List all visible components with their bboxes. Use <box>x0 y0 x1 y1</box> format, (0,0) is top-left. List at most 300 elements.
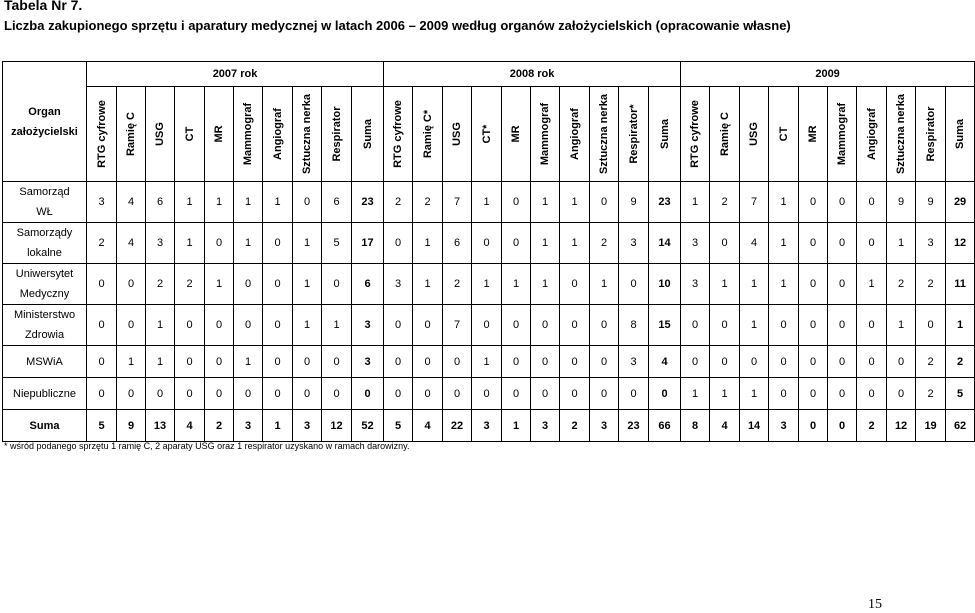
year-header-2008: 2008 rok <box>384 62 681 87</box>
value-cell: 0 <box>443 378 472 410</box>
value-cell: 0 <box>234 264 263 305</box>
value-cell: 3 <box>472 410 502 442</box>
column-header <box>502 87 531 182</box>
value-cell: 1 <box>502 410 531 442</box>
column-header-label: Angiograf <box>271 108 284 160</box>
organ-cell <box>3 305 87 346</box>
value-cell: 2 <box>710 182 740 223</box>
value-cell: 11 <box>946 264 975 305</box>
value-cell: 3 <box>916 223 946 264</box>
value-cell: 2 <box>413 182 443 223</box>
column-header-label: Mammograf <box>836 102 849 166</box>
column-header-label: CT <box>183 126 196 142</box>
value-cell: 0 <box>560 346 590 378</box>
value-cell: 1 <box>472 346 502 378</box>
value-cell: 0 <box>413 378 443 410</box>
value-cell: 1 <box>146 305 175 346</box>
value-cell: 0 <box>710 305 740 346</box>
value-cell: 0 <box>681 305 710 346</box>
value-cell: 0 <box>87 305 117 346</box>
value-cell: 0 <box>352 378 384 410</box>
value-cell: 29 <box>946 182 975 223</box>
column-header-label: Angiograf <box>865 108 878 160</box>
value-cell: 0 <box>175 346 205 378</box>
value-cell: 1 <box>769 223 799 264</box>
value-cell: 1 <box>472 264 502 305</box>
value-cell: 3 <box>681 264 710 305</box>
value-cell: 0 <box>769 346 799 378</box>
value-cell: 0 <box>234 305 263 346</box>
column-header <box>322 87 352 182</box>
table-row <box>3 182 975 223</box>
value-cell: 6 <box>322 182 352 223</box>
value-cell: 0 <box>828 223 857 264</box>
value-cell: 0 <box>293 346 322 378</box>
column-header <box>531 87 560 182</box>
value-cell: 0 <box>443 346 472 378</box>
value-cell: 4 <box>413 410 443 442</box>
value-cell: 2 <box>590 223 619 264</box>
value-cell: 1 <box>887 223 916 264</box>
value-cell: 0 <box>234 378 263 410</box>
column-header <box>384 87 413 182</box>
value-cell: 0 <box>413 346 443 378</box>
value-cell: 4 <box>710 410 740 442</box>
value-cell: 3 <box>146 223 175 264</box>
value-cell: 0 <box>769 305 799 346</box>
value-cell: 0 <box>502 223 531 264</box>
value-cell: 19 <box>916 410 946 442</box>
organ-name-line: MSWiA <box>26 355 63 368</box>
value-cell: 0 <box>472 223 502 264</box>
value-cell: 7 <box>443 305 472 346</box>
value-cell: 0 <box>916 305 946 346</box>
value-cell: 3 <box>590 410 619 442</box>
value-cell: 0 <box>263 378 293 410</box>
value-cell: 12 <box>946 223 975 264</box>
table-label: Tabela Nr 7. <box>4 0 83 13</box>
value-cell: 1 <box>887 305 916 346</box>
value-cell: 0 <box>87 346 117 378</box>
value-cell: 0 <box>384 378 413 410</box>
value-cell: 1 <box>413 264 443 305</box>
value-cell: 1 <box>117 346 146 378</box>
value-cell: 0 <box>740 346 769 378</box>
organ-cell <box>3 410 87 442</box>
organ-cell <box>3 223 87 264</box>
column-header <box>443 87 472 182</box>
column-header <box>769 87 799 182</box>
value-cell: 3 <box>352 305 384 346</box>
column-header <box>263 87 293 182</box>
value-cell: 3 <box>619 223 649 264</box>
table-title: Liczba zakupionego sprzętu i aparatury medycznej w latach 2006 – 2009 według organów założycielskich (opracowanie własne) <box>4 18 791 33</box>
value-cell: 5 <box>384 410 413 442</box>
value-cell: 0 <box>857 223 887 264</box>
organ-name-line: Uniwersytet <box>15 268 74 280</box>
column-header <box>828 87 857 182</box>
column-header <box>619 87 649 182</box>
organ-name-line: Samorządy <box>16 227 73 239</box>
value-cell: 5 <box>946 378 975 410</box>
value-cell: 0 <box>117 264 146 305</box>
value-cell: 0 <box>619 378 649 410</box>
column-header-label: Ramię C <box>125 111 137 157</box>
column-header-label: RTG cyfrowe <box>689 100 702 168</box>
value-cell: 8 <box>619 305 649 346</box>
column-header <box>117 87 146 182</box>
value-cell: 0 <box>828 410 857 442</box>
year-header-2009: 2009 <box>681 62 975 87</box>
value-cell: 12 <box>887 410 916 442</box>
value-cell: 0 <box>117 305 146 346</box>
table-row <box>3 264 975 305</box>
value-cell: 0 <box>472 305 502 346</box>
value-cell: 1 <box>234 346 263 378</box>
value-cell: 3 <box>234 410 263 442</box>
value-cell: 5 <box>87 410 117 442</box>
column-header-label: RTG cyfrowe <box>392 100 405 168</box>
value-cell: 0 <box>175 305 205 346</box>
value-cell: 0 <box>531 378 560 410</box>
value-cell: 0 <box>799 410 828 442</box>
value-cell: 1 <box>710 264 740 305</box>
table-row <box>3 410 975 442</box>
value-cell: 2 <box>384 182 413 223</box>
value-cell: 0 <box>502 346 531 378</box>
value-cell: 66 <box>649 410 681 442</box>
value-cell: 1 <box>322 305 352 346</box>
value-cell: 0 <box>799 182 828 223</box>
organ-header <box>3 62 87 182</box>
column-header <box>413 87 443 182</box>
value-cell: 1 <box>740 305 769 346</box>
column-header <box>916 87 946 182</box>
value-cell: 1 <box>293 305 322 346</box>
organ-name-line: Samorząd <box>19 186 70 198</box>
value-cell: 0 <box>531 346 560 378</box>
value-cell: 23 <box>352 182 384 223</box>
value-cell: 1 <box>502 264 531 305</box>
column-header <box>740 87 769 182</box>
column-header <box>472 87 502 182</box>
value-cell: 0 <box>502 305 531 346</box>
value-cell: 14 <box>740 410 769 442</box>
value-cell: 1 <box>710 378 740 410</box>
column-header <box>887 87 916 182</box>
value-cell: 4 <box>117 223 146 264</box>
organ-cell <box>3 346 87 378</box>
value-cell: 23 <box>649 182 681 223</box>
organ-cell <box>3 378 87 410</box>
organ-name-line: Ministerstwo <box>13 309 76 321</box>
value-cell: 1 <box>234 223 263 264</box>
column-header-label: Mammograf <box>539 102 552 166</box>
value-cell: 1 <box>769 264 799 305</box>
value-cell: 6 <box>146 182 175 223</box>
value-cell: 2 <box>146 264 175 305</box>
value-cell: 4 <box>117 182 146 223</box>
column-header-label: Mammograf <box>242 102 254 166</box>
column-header-label: Suma <box>658 119 671 149</box>
value-cell: 0 <box>205 378 234 410</box>
value-cell: 3 <box>619 346 649 378</box>
value-cell: 0 <box>887 378 916 410</box>
value-cell: 9 <box>117 410 146 442</box>
value-cell: 0 <box>799 346 828 378</box>
value-cell: 3 <box>531 410 560 442</box>
table-row <box>3 346 975 378</box>
column-header <box>293 87 322 182</box>
value-cell: 9 <box>887 182 916 223</box>
value-cell: 1 <box>740 378 769 410</box>
value-cell: 6 <box>352 264 384 305</box>
organ-name-line: Medyczny <box>19 288 70 300</box>
column-header <box>560 87 590 182</box>
column-header-label: MR <box>807 125 820 143</box>
value-cell: 1 <box>590 264 619 305</box>
column-header <box>590 87 619 182</box>
value-cell: 0 <box>857 346 887 378</box>
organ-name-line: lokalne <box>27 247 62 259</box>
value-cell: 2 <box>857 410 887 442</box>
value-cell: 15 <box>649 305 681 346</box>
value-cell: 1 <box>146 346 175 378</box>
value-cell: 4 <box>649 346 681 378</box>
value-cell: 1 <box>531 223 560 264</box>
value-cell: 0 <box>87 264 117 305</box>
value-cell: 2 <box>175 264 205 305</box>
value-cell: 0 <box>799 305 828 346</box>
value-cell: 0 <box>384 305 413 346</box>
value-cell: 4 <box>175 410 205 442</box>
value-cell: 0 <box>828 305 857 346</box>
organ-name-line: Suma <box>29 419 60 432</box>
column-header-label: Respirator <box>924 106 937 162</box>
value-cell: 0 <box>799 223 828 264</box>
organ-name-line: WŁ <box>36 206 53 218</box>
value-cell: 7 <box>740 182 769 223</box>
value-cell: 0 <box>769 378 799 410</box>
value-cell: 0 <box>263 346 293 378</box>
value-cell: 5 <box>322 223 352 264</box>
value-cell: 0 <box>560 305 590 346</box>
value-cell: 1 <box>205 182 234 223</box>
value-cell: 0 <box>681 346 710 378</box>
value-cell: 0 <box>560 378 590 410</box>
column-header-label: MR <box>510 125 523 143</box>
value-cell: 9 <box>619 182 649 223</box>
value-cell: 0 <box>560 264 590 305</box>
column-header <box>87 87 117 182</box>
value-cell: 1 <box>205 264 234 305</box>
value-cell: 3 <box>352 346 384 378</box>
column-header <box>205 87 234 182</box>
column-header-label: Suma <box>361 119 374 149</box>
value-cell: 2 <box>946 346 975 378</box>
column-header-label: CT <box>777 126 790 142</box>
value-cell: 0 <box>87 378 117 410</box>
organ-cell <box>3 182 87 223</box>
value-cell: 62 <box>946 410 975 442</box>
value-cell: 3 <box>293 410 322 442</box>
value-cell: 1 <box>175 182 205 223</box>
value-cell: 0 <box>384 346 413 378</box>
column-header-label: Sztuczna nerka <box>301 93 313 175</box>
value-cell: 0 <box>649 378 681 410</box>
value-cell: 0 <box>502 182 531 223</box>
value-cell: 0 <box>384 223 413 264</box>
value-cell: 1 <box>681 378 710 410</box>
value-cell: 1 <box>234 182 263 223</box>
column-header <box>234 87 263 182</box>
column-header-label: Respirator* <box>627 104 640 164</box>
value-cell: 0 <box>146 378 175 410</box>
value-cell: 1 <box>740 264 769 305</box>
value-cell: 0 <box>293 182 322 223</box>
value-cell: 1 <box>531 182 560 223</box>
value-cell: 1 <box>472 182 502 223</box>
equipment-table <box>2 61 975 442</box>
value-cell: 4 <box>740 223 769 264</box>
value-cell: 1 <box>413 223 443 264</box>
value-cell: 0 <box>322 378 352 410</box>
value-cell: 2 <box>887 264 916 305</box>
value-cell: 2 <box>916 346 946 378</box>
organ-header-line-2: założycielski <box>11 125 78 138</box>
column-header <box>681 87 710 182</box>
value-cell: 1 <box>263 410 293 442</box>
value-cell: 2 <box>560 410 590 442</box>
value-cell: 0 <box>502 378 531 410</box>
column-header-label: Sztuczna nerka <box>598 93 611 175</box>
column-header-label: USG <box>451 122 464 146</box>
value-cell: 3 <box>87 182 117 223</box>
column-header-label: Suma <box>954 119 967 149</box>
value-cell: 1 <box>681 182 710 223</box>
page-number: 15 <box>868 597 882 612</box>
table-row <box>3 305 975 346</box>
value-cell: 0 <box>887 346 916 378</box>
column-header <box>352 87 384 182</box>
value-cell: 0 <box>590 305 619 346</box>
value-cell: 0 <box>619 264 649 305</box>
value-cell: 0 <box>205 305 234 346</box>
column-header <box>710 87 740 182</box>
value-cell: 1 <box>531 264 560 305</box>
column-header-label: Sztuczna nerka <box>895 93 908 175</box>
value-cell: 6 <box>443 223 472 264</box>
value-cell: 17 <box>352 223 384 264</box>
column-header <box>946 87 975 182</box>
value-cell: 0 <box>322 346 352 378</box>
value-cell: 2 <box>443 264 472 305</box>
value-cell: 22 <box>443 410 472 442</box>
value-cell: 13 <box>146 410 175 442</box>
column-header-label: Respirator <box>330 106 343 162</box>
value-cell: 1 <box>293 264 322 305</box>
value-cell: 0 <box>710 346 740 378</box>
value-cell: 0 <box>828 378 857 410</box>
value-cell: 0 <box>293 378 322 410</box>
table-row <box>3 223 975 264</box>
value-cell: 12 <box>322 410 352 442</box>
value-cell: 0 <box>205 223 234 264</box>
column-header-label: USG <box>154 122 166 146</box>
organ-name-line: Zdrowia <box>24 329 65 341</box>
column-header-label: Ramię C <box>718 111 731 157</box>
column-header-label: CT* <box>480 124 493 144</box>
value-cell: 0 <box>413 305 443 346</box>
value-cell: 1 <box>293 223 322 264</box>
organ-cell <box>3 264 87 305</box>
value-cell: 2 <box>916 264 946 305</box>
value-cell: 0 <box>710 223 740 264</box>
value-cell: 0 <box>590 182 619 223</box>
value-cell: 3 <box>769 410 799 442</box>
value-cell: 1 <box>175 223 205 264</box>
column-header <box>146 87 175 182</box>
value-cell: 1 <box>560 223 590 264</box>
value-cell: 0 <box>857 305 887 346</box>
value-cell: 0 <box>828 264 857 305</box>
value-cell: 2 <box>916 378 946 410</box>
column-header <box>649 87 681 182</box>
value-cell: 0 <box>263 223 293 264</box>
column-header <box>175 87 205 182</box>
value-cell: 0 <box>472 378 502 410</box>
value-cell: 0 <box>799 378 828 410</box>
value-cell: 3 <box>681 223 710 264</box>
organ-name-line: Niepubliczne <box>13 387 76 400</box>
value-cell: 0 <box>205 346 234 378</box>
footnote: * wśród podanego sprzętu 1 ramię C, 2 aparaty USG oraz 1 respirator uzyskano w ramach darowizny. <box>4 441 410 451</box>
value-cell: 10 <box>649 264 681 305</box>
value-cell: 2 <box>205 410 234 442</box>
value-cell: 3 <box>384 264 413 305</box>
table-row <box>3 378 975 410</box>
column-header-label: MR <box>213 125 225 143</box>
value-cell: 1 <box>857 264 887 305</box>
value-cell: 0 <box>857 182 887 223</box>
value-cell: 1 <box>263 182 293 223</box>
organ-header-line-1: Organ <box>28 105 61 118</box>
value-cell: 14 <box>649 223 681 264</box>
value-cell: 1 <box>560 182 590 223</box>
value-cell: 0 <box>263 305 293 346</box>
value-cell: 0 <box>263 264 293 305</box>
column-header-label: Angiograf <box>568 108 581 160</box>
value-cell: 0 <box>590 346 619 378</box>
year-header-2007: 2007 rok <box>87 62 384 87</box>
value-cell: 0 <box>590 378 619 410</box>
value-cell: 0 <box>531 305 560 346</box>
value-cell: 7 <box>443 182 472 223</box>
column-header <box>799 87 828 182</box>
value-cell: 1 <box>946 305 975 346</box>
value-cell: 0 <box>828 182 857 223</box>
value-cell: 0 <box>175 378 205 410</box>
value-cell: 0 <box>799 264 828 305</box>
value-cell: 0 <box>322 264 352 305</box>
value-cell: 0 <box>117 378 146 410</box>
value-cell: 9 <box>916 182 946 223</box>
column-header-label: Ramię C* <box>421 109 434 159</box>
value-cell: 0 <box>857 378 887 410</box>
value-cell: 52 <box>352 410 384 442</box>
value-cell: 2 <box>87 223 117 264</box>
column-header-label: USG <box>748 122 761 146</box>
